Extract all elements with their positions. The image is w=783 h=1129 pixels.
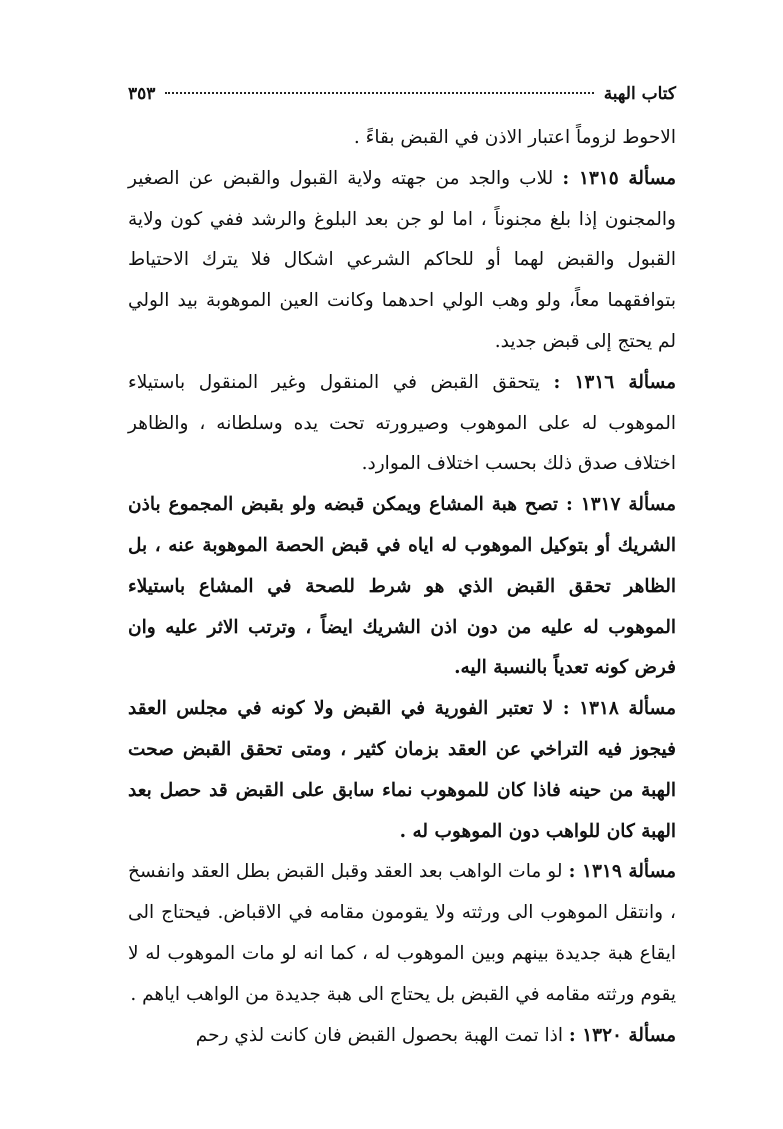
issue-text: لو مات الواهب بعد العقد وقبل القبض بطل العقد وانفسخ ، وانتقل الموهوب الى ورثته ولا يقومون مقامه في الاقباض. فيحتاج الى ايقاع هبة جديدة بينهم وبين الموهوب له ، كما انه لو مات الموهوب له لا يقوم ورثته مقامه في القبض بل يحتاج الى هبة جديدة من الواهب اياهم . [128, 861, 676, 1005]
issue-text: يتحقق القبض في المنقول وغير المنقول باستيلاء الموهوب له على الموهوب وصيرورته تحت يده وسلطانه ، والظاهر اختلاف صدق ذلك بحسب اختلاف الموارد. [128, 371, 676, 475]
issue-heading: مسألة ١٣١٨ : [562, 698, 676, 720]
paragraph-text: الاحوط لزوماً اعتبار الاذن في القبض بقاءً . [353, 127, 676, 148]
body-text [128, 118, 676, 1056]
issue-1320 [128, 1016, 676, 1057]
dotted-leader [165, 92, 593, 94]
issue-1316 [128, 363, 676, 485]
issue-text: اذا تمت الهبة بحصول القبض فان كانت لذي رحم [195, 1024, 564, 1046]
issue-1317 [128, 485, 676, 689]
issue-1318 [128, 689, 676, 852]
issue-1315 [128, 159, 676, 363]
issue-1319 [128, 852, 676, 1015]
paragraph-continuation [128, 118, 676, 159]
issue-heading: مسألة ١٣١٩ : [568, 861, 676, 883]
issue-text: لا تعتبر الفورية في القبض ولا كونه في مجلس العقد فيجوز فيه التراخي عن العقد بزمان كثير ، ومتى تحقق القبض صحت الهبة من حينه فاذا كان للموهوب نماء سابق على القبض قد حصل بعد الهبة كان للواهب دون الموهوب له . [128, 698, 676, 842]
book-page [128, 84, 676, 1056]
page-number: ٣٥٣ [128, 84, 156, 104]
issue-heading: مسألة ١٣١٥ : [562, 167, 676, 189]
chapter-title: كتاب الهبة [603, 84, 676, 104]
running-header [128, 84, 676, 118]
issue-heading: مسألة ١٣٢٠ : [568, 1024, 676, 1046]
issue-text: للاب والجد من جهته ولاية القبول والقبض عن الصغير والمجنون إذا بلغ مجنوناً ، اما لو جن بعد البلوغ والرشد ففي كون ولاية القبول والقبض لهما أو للحاكم الشرعي اشكال فلا يترك الاحتياط بتوافقهما معاً، ولو وهب الولي احدهما وكانت العين الموهوبة بيد الولي لم يحتج إلى قبض جديد. [128, 167, 676, 352]
issue-text: تصح هبة المشاع ويمكن قبضه ولو بقبض المجموع باذن الشريك أو بتوكيل الموهوب له اياه في قبض الحصة الموهوبة عنه ، بل الظاهر تحقق القبض الذي هو شرط للصحة في المشاع باستيلاء الموهوب له عليه من دون اذن الشريك ايضاً ، وترتب الاثر عليه وان فرض كونه تعدياً بالنسبة اليه. [128, 494, 676, 679]
issue-heading: مسألة ١٣١٧ : [565, 494, 676, 516]
issue-heading: مسألة ١٣١٦ : [553, 371, 676, 393]
